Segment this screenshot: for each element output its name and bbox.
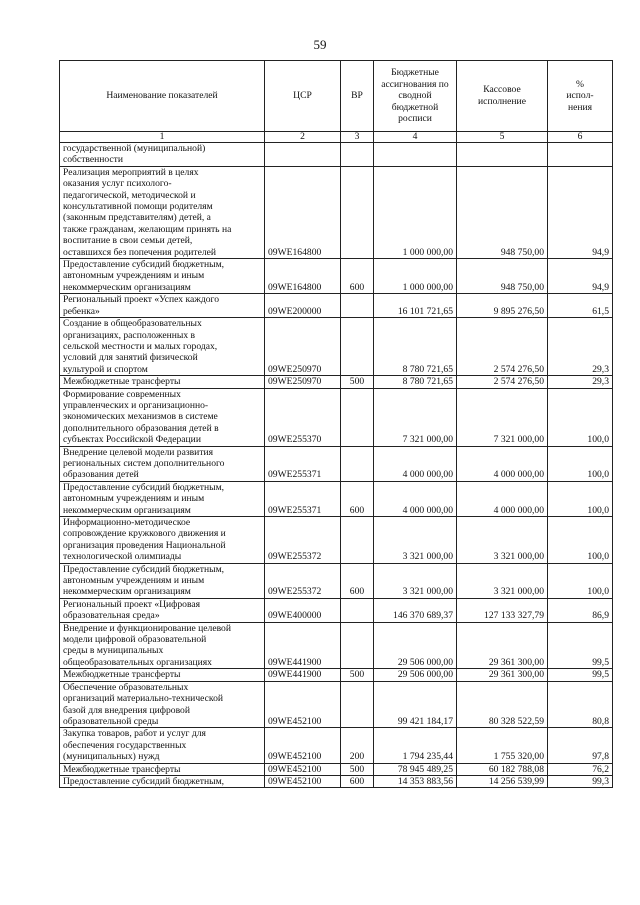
row-vr <box>341 446 374 481</box>
table-row <box>60 775 613 787</box>
row-cash: 4 000 000,00 <box>457 481 548 516</box>
row-name-line: некоммерческим организациям <box>63 586 191 598</box>
row-percent: 94,9 <box>548 259 613 294</box>
row-vr <box>341 681 374 728</box>
row-vr: 600 <box>341 259 374 294</box>
row-name-line: Создание в общеобразовательных <box>63 318 202 330</box>
row-name-line: экономических механизмов в системе <box>63 411 218 423</box>
table-row <box>60 446 613 481</box>
row-name-line: региональных систем дополнительного <box>63 457 225 469</box>
row-csr: 09WE452100 <box>265 775 341 787</box>
row-cash: 2 574 276,50 <box>457 376 548 388</box>
row-budget: 78 945 489,25 <box>374 763 457 775</box>
row-name <box>60 775 265 787</box>
table-row <box>60 294 613 318</box>
row-percent: 100,0 <box>548 446 613 481</box>
budget-execution-table <box>59 60 613 788</box>
row-budget: 29 506 000,00 <box>374 622 457 669</box>
column-number: 5 <box>457 132 548 143</box>
row-name-line: Информационно-методическое <box>63 517 191 528</box>
header-cash: Кассовое исполнение <box>457 61 548 132</box>
row-name-line: оказания услуг психолого- <box>63 178 172 190</box>
table-row <box>60 622 613 669</box>
row-vr <box>341 318 374 376</box>
table-row <box>60 388 613 446</box>
row-name-line: образовательная среда» <box>63 610 160 622</box>
row-vr <box>341 517 374 564</box>
row-name-line: государственной (муниципальной) <box>63 143 206 154</box>
row-cash: 14 256 539,99 <box>457 775 548 787</box>
row-name <box>60 388 265 446</box>
row-name-line: условий для занятий физической <box>63 352 198 364</box>
row-name-line: среды в муниципальных <box>63 645 164 657</box>
row-name-line: Реализация мероприятий в целях <box>63 166 199 178</box>
row-vr: 500 <box>341 376 374 388</box>
header-vr: ВР <box>341 61 374 132</box>
column-number: 1 <box>60 132 265 143</box>
row-name-line: Предоставление субсидий бюджетным, <box>63 775 225 787</box>
row-percent: 94,9 <box>548 166 613 258</box>
row-name-line: автономным учреждениям и иным <box>63 493 205 505</box>
row-csr: 09WE452100 <box>265 728 341 763</box>
row-name <box>60 481 265 516</box>
row-cash: 29 361 300,00 <box>457 622 548 669</box>
row-name-line: Формирование современных <box>63 388 181 400</box>
row-cash: 60 182 788,08 <box>457 763 548 775</box>
table-body <box>60 143 613 788</box>
row-cash <box>457 143 548 167</box>
row-name-line: дополнительного образования детей в <box>63 422 219 434</box>
row-budget: 1 794 235,44 <box>374 728 457 763</box>
header-csr: ЦСР <box>265 61 341 132</box>
row-name <box>60 318 265 376</box>
row-csr: 09WE452100 <box>265 681 341 728</box>
row-vr: 600 <box>341 481 374 516</box>
table-row <box>60 669 613 681</box>
row-vr: 200 <box>341 728 374 763</box>
row-name-line: Межбюджетные трансферты <box>63 763 181 775</box>
table-row <box>60 376 613 388</box>
row-percent: 99,5 <box>548 669 613 681</box>
row-cash: 4 000 000,00 <box>457 446 548 481</box>
row-csr <box>265 143 341 167</box>
row-csr: 09WE255372 <box>265 563 341 598</box>
table-row <box>60 259 613 294</box>
row-name-line: Закупка товаров, работ и услуг для <box>63 728 206 740</box>
row-name-line: Внедрение целевой модели развития <box>63 446 214 458</box>
row-csr: 09WE441900 <box>265 669 341 681</box>
row-budget: 4 000 000,00 <box>374 481 457 516</box>
row-name-line: общеобразовательных организациях <box>63 656 212 668</box>
column-number: 4 <box>374 132 457 143</box>
row-name <box>60 446 265 481</box>
row-name-line: воспитание в свои семьи детей, <box>63 235 193 247</box>
row-name-line: Предоставление субсидий бюджетным, <box>63 563 225 575</box>
row-cash: 9 895 276,50 <box>457 294 548 318</box>
row-csr: 09WE255371 <box>265 481 341 516</box>
row-vr: 600 <box>341 775 374 787</box>
row-percent: 100,0 <box>548 517 613 564</box>
row-cash: 127 133 327,79 <box>457 598 548 622</box>
row-cash: 3 321 000,00 <box>457 517 548 564</box>
row-budget: 16 101 721,65 <box>374 294 457 318</box>
row-percent: 61,5 <box>548 294 613 318</box>
page-number: 59 <box>313 37 327 52</box>
row-cash: 29 361 300,00 <box>457 669 548 681</box>
row-name-line: Предоставление субсидий бюджетным, <box>63 259 225 271</box>
row-name-line: ребенка» <box>63 305 100 317</box>
row-name-line: субъектах Российской Федерации <box>63 434 201 446</box>
row-cash: 2 574 276,50 <box>457 318 548 376</box>
row-name-line: сельской местности и малых городах, <box>63 340 218 352</box>
row-name <box>60 669 265 681</box>
column-number: 2 <box>265 132 341 143</box>
row-name-line: базой для внедрения цифровой <box>63 704 190 716</box>
header-budget: Бюджетные ассигнования по сводной бюджетной росписи <box>374 61 457 132</box>
row-vr <box>341 294 374 318</box>
column-number: 3 <box>341 132 374 143</box>
row-name-line: технологической олимпиады <box>63 551 182 563</box>
table-row <box>60 681 613 728</box>
row-cash: 7 321 000,00 <box>457 388 548 446</box>
row-name-line: Региональный проект «Цифровая <box>63 598 201 610</box>
row-csr: 09WE400000 <box>265 598 341 622</box>
row-name <box>60 563 265 598</box>
row-name-line: (законным представителям) детей, а <box>63 212 211 224</box>
row-name-line: образования детей <box>63 469 139 481</box>
row-budget: 4 000 000,00 <box>374 446 457 481</box>
row-name <box>60 681 265 728</box>
row-budget: 29 506 000,00 <box>374 669 457 681</box>
header-name: Наименование показателей <box>60 61 265 132</box>
row-name-line: автономным учреждениям и иным <box>63 575 205 587</box>
row-name <box>60 728 265 763</box>
row-percent: 100,0 <box>548 388 613 446</box>
row-percent: 76,2 <box>548 763 613 775</box>
table-row <box>60 166 613 258</box>
row-name-line: Межбюджетные трансферты <box>63 669 181 681</box>
column-number-row <box>60 132 613 143</box>
row-name-line: педагогической, методической и <box>63 189 196 201</box>
row-percent: 29,3 <box>548 318 613 376</box>
column-number: 6 <box>548 132 613 143</box>
row-name-line: сопровождение кружкового движения и <box>63 528 226 540</box>
row-name-line: Региональный проект «Успех каждого <box>63 294 220 306</box>
row-percent: 100,0 <box>548 481 613 516</box>
row-name <box>60 763 265 775</box>
row-percent: 86,9 <box>548 598 613 622</box>
row-csr: 09WE250970 <box>265 318 341 376</box>
row-vr: 500 <box>341 669 374 681</box>
row-csr: 09WE255370 <box>265 388 341 446</box>
row-name-line: Предоставление субсидий бюджетным, <box>63 481 225 493</box>
row-cash: 948 750,00 <box>457 259 548 294</box>
row-budget: 7 321 000,00 <box>374 388 457 446</box>
row-vr: 600 <box>341 563 374 598</box>
table-header-row <box>60 61 613 132</box>
row-name-line: оставшихся без попечения родителей <box>63 246 217 258</box>
row-percent: 97,8 <box>548 728 613 763</box>
row-name-line: образовательной среды <box>63 715 159 727</box>
row-name-line: также гражданам, желающим принять на <box>63 223 232 235</box>
row-percent: 99,5 <box>548 622 613 669</box>
row-percent: 80,8 <box>548 681 613 728</box>
row-name-line: культурой и спортом <box>63 363 148 375</box>
row-budget <box>374 143 457 167</box>
row-name-line: Обеспечение образовательных <box>63 681 189 693</box>
row-vr <box>341 388 374 446</box>
row-name <box>60 166 265 258</box>
table-row <box>60 563 613 598</box>
table-row <box>60 517 613 564</box>
row-name-line: организациях, расположенных в <box>63 329 196 341</box>
row-cash: 80 328 522,59 <box>457 681 548 728</box>
table-row <box>60 728 613 763</box>
row-name-line: управленческих и организационно- <box>63 399 209 411</box>
header-percent: % испол- нения <box>548 61 613 132</box>
row-name <box>60 598 265 622</box>
row-name <box>60 517 265 564</box>
row-name <box>60 294 265 318</box>
table-row <box>60 598 613 622</box>
row-csr: 09WE164800 <box>265 166 341 258</box>
row-name-line: некоммерческим организациям <box>63 504 191 516</box>
row-csr: 09WE441900 <box>265 622 341 669</box>
row-csr: 09WE255371 <box>265 446 341 481</box>
row-cash: 948 750,00 <box>457 166 548 258</box>
table-row <box>60 481 613 516</box>
row-name-line: обеспечения государственных <box>63 739 187 751</box>
table-row <box>60 763 613 775</box>
row-budget: 146 370 689,37 <box>374 598 457 622</box>
row-name <box>60 622 265 669</box>
row-csr: 09WE452100 <box>265 763 341 775</box>
row-cash: 1 755 320,00 <box>457 728 548 763</box>
row-name-line: автономным учреждениям и иным <box>63 270 205 282</box>
row-name <box>60 143 265 167</box>
row-name-line: собственности <box>63 154 124 166</box>
row-budget: 99 421 184,17 <box>374 681 457 728</box>
table-row <box>60 143 613 167</box>
row-percent: 29,3 <box>548 376 613 388</box>
row-vr: 500 <box>341 763 374 775</box>
row-percent <box>548 143 613 167</box>
row-name-line: (муниципальных) нужд <box>63 751 160 763</box>
row-budget: 3 321 000,00 <box>374 517 457 564</box>
row-vr <box>341 166 374 258</box>
row-budget: 1 000 000,00 <box>374 259 457 294</box>
row-csr: 09WE250970 <box>265 376 341 388</box>
row-name-line: модели цифровой образовательной <box>63 634 207 646</box>
row-name-line: организация проведения Национальной <box>63 539 226 551</box>
row-budget: 1 000 000,00 <box>374 166 457 258</box>
row-name-line: Межбюджетные трансферты <box>63 376 181 388</box>
row-budget: 14 353 883,56 <box>374 775 457 787</box>
row-vr <box>341 143 374 167</box>
row-name-line: консультативной помощи родителям <box>63 201 213 213</box>
row-csr: 09WE164800 <box>265 259 341 294</box>
row-budget: 8 780 721,65 <box>374 318 457 376</box>
row-name-line: некоммерческим организациям <box>63 281 191 293</box>
table-row <box>60 318 613 376</box>
row-vr <box>341 622 374 669</box>
row-cash: 3 321 000,00 <box>457 563 548 598</box>
row-name-line: Внедрение и функционирование целевой <box>63 622 231 634</box>
row-budget: 8 780 721,65 <box>374 376 457 388</box>
row-percent: 100,0 <box>548 563 613 598</box>
row-vr <box>341 598 374 622</box>
row-name <box>60 259 265 294</box>
row-budget: 3 321 000,00 <box>374 563 457 598</box>
row-percent: 99,3 <box>548 775 613 787</box>
row-name-line: организаций материально-технической <box>63 693 224 705</box>
row-csr: 09WE200000 <box>265 294 341 318</box>
row-name <box>60 376 265 388</box>
row-csr: 09WE255372 <box>265 517 341 564</box>
